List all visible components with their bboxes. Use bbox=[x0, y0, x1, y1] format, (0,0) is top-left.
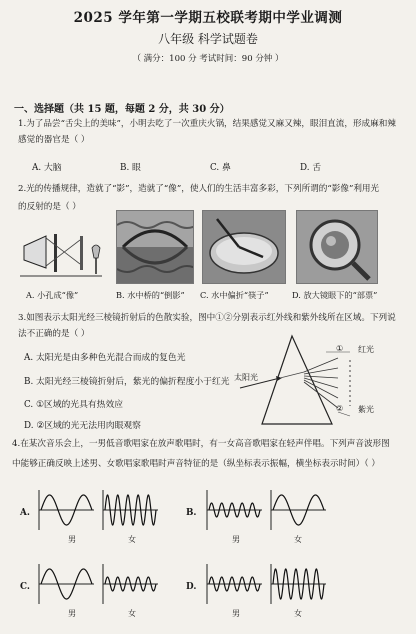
waveform-a-male bbox=[36, 488, 96, 532]
q3-stem-line2: 法不正确的是（ ） bbox=[18, 329, 90, 339]
q1-option-d: D. 舌 bbox=[300, 163, 322, 173]
q1-stem-line2: 感觉的器官是（ ） bbox=[18, 135, 90, 145]
waveform-c-male bbox=[36, 562, 96, 606]
q1-option-c: C. 鼻 bbox=[210, 163, 231, 173]
q2-caption-c: C. 水中偏折“筷子” bbox=[200, 290, 269, 300]
q3-option-b: B. 太阳光经三棱镜折射后，紫光的偏折程度小于红光 bbox=[24, 377, 230, 387]
exam-subtitle: 八年级 科学试题卷 bbox=[158, 32, 258, 46]
violet-light-label: 紫光 bbox=[358, 405, 374, 414]
q4-option-c-label: C. bbox=[20, 582, 30, 592]
pinhole-camera-figure bbox=[16, 226, 106, 286]
exam-title: 2025 学年第一学期五校联考期中学业调测 bbox=[73, 10, 343, 26]
magnifier-photo bbox=[296, 210, 378, 284]
q4-b-female-label: 女 bbox=[294, 535, 302, 544]
red-light-label: 红光 bbox=[358, 345, 374, 354]
q4-option-d-label: D. bbox=[186, 582, 197, 592]
waveform-d-male bbox=[204, 562, 264, 606]
q2-caption-a: A. 小孔成“像” bbox=[26, 290, 79, 300]
q4-a-female-label: 女 bbox=[128, 535, 136, 544]
q4-option-b-label: B. bbox=[186, 508, 197, 518]
q4-d-male-label: 男 bbox=[232, 609, 240, 618]
q4-c-female-label: 女 bbox=[128, 609, 136, 618]
bridge-reflection-photo bbox=[116, 210, 194, 284]
exam-meta: （ 满分：100 分 考试时间：90 分钟 ） bbox=[132, 54, 284, 64]
q1-option-b: B. 眼 bbox=[120, 163, 141, 173]
q2-caption-b: B. 水中桥的“倒影” bbox=[116, 290, 185, 300]
waveform-c-female bbox=[100, 562, 160, 606]
q2-stem-line2: 的反射的是（ ） bbox=[18, 202, 81, 212]
region-1-mark: ① bbox=[336, 344, 344, 353]
q4-stem-line1: 4.在某次音乐会上，一男低音歌唱家在放声歌唱时，有一女高音歌唱家在轻声伴唱。下列声音波形图 bbox=[12, 439, 390, 449]
waveform-b-male bbox=[204, 488, 264, 532]
waveform-d-female bbox=[268, 562, 328, 606]
q4-d-female-label: 女 bbox=[294, 609, 302, 618]
q1-option-a: A. 大脑 bbox=[32, 163, 62, 173]
q3-option-d: D. ②区域的光无法用肉眼观察 bbox=[24, 421, 141, 431]
q2-stem-line1: 2.光的传播规律，造就了“影”，造就了“像”，使人们的生活丰富多彩，下列所谓的“影像”利用光 bbox=[18, 184, 380, 194]
q2-caption-d: D. 放大镜眼下的“部票” bbox=[292, 290, 378, 300]
q3-option-a: A. 太阳光是由多种色光混合而成的复色光 bbox=[24, 353, 186, 363]
q3-stem-line1: 3.如图表示太阳光经三棱镜折射后的色散实验，图中①②分别表示红外线和紫外线所在区域。下列说 bbox=[18, 313, 396, 323]
q4-b-male-label: 男 bbox=[232, 535, 240, 544]
chopsticks-photo bbox=[202, 210, 286, 284]
q4-c-male-label: 男 bbox=[68, 609, 76, 618]
q3-option-c: C. ①区域的光具有热效应 bbox=[24, 400, 124, 410]
q4-stem-line2: 中能够正确反映上述男、女歌唱家歌唱时声音特征的是（纵坐标表示振幅，横坐标表示时间）（ ） bbox=[12, 459, 380, 469]
q4-a-male-label: 男 bbox=[68, 535, 76, 544]
waveform-b-female bbox=[268, 488, 328, 532]
section-title: 一、选择题（共 15 题，每题 2 分，共 30 分） bbox=[14, 104, 230, 115]
waveform-a-female bbox=[100, 488, 160, 532]
q4-option-a-label: A. bbox=[20, 508, 30, 518]
q1-stem-line1: 1.为了品尝“舌尖上的美味”，小明去吃了一次重庆火锅，结果感觉又麻又辣，眼泪直流，形成麻和辣 bbox=[18, 119, 396, 129]
region-2-mark: ② bbox=[336, 404, 344, 413]
sunlight-label: 太阳光 bbox=[234, 373, 258, 382]
